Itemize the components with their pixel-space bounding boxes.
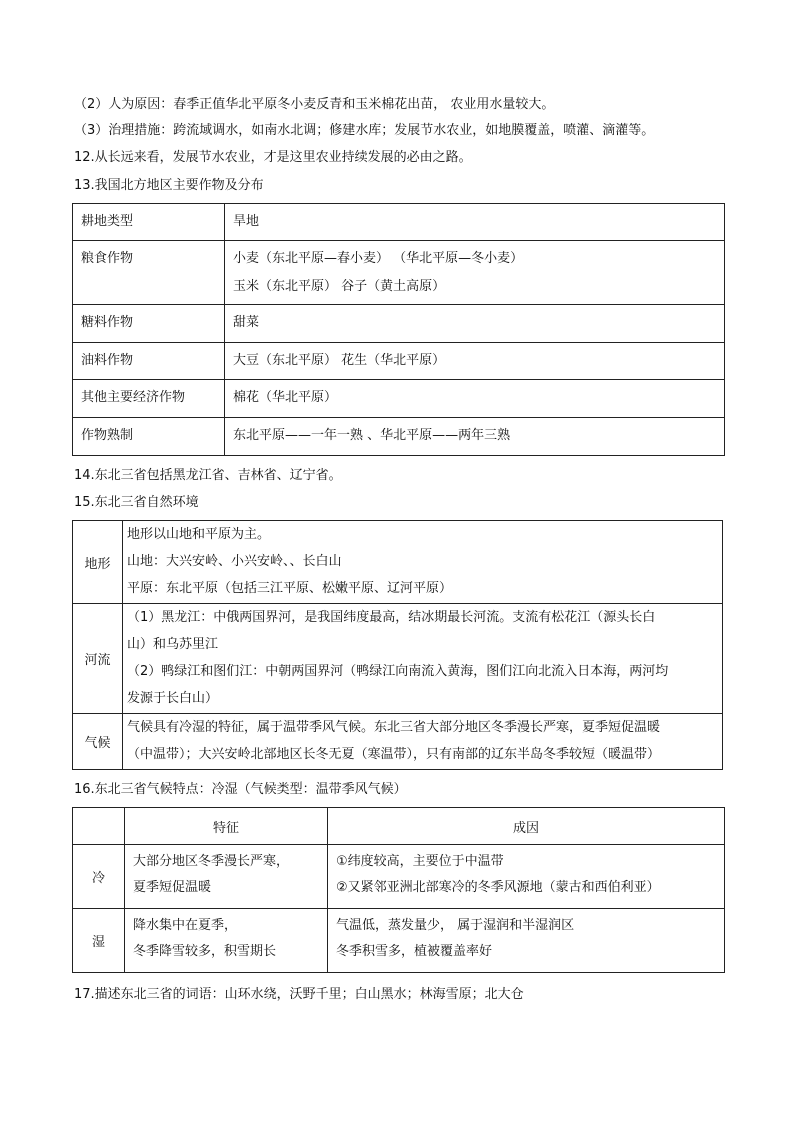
cause-cell (328, 845, 725, 909)
header-feature: 特征 (125, 808, 328, 845)
heading-13: 13.我国北方地区主要作物及分布 (74, 178, 264, 193)
cell-line: 旱地 (233, 214, 260, 229)
cell-line: 地形以山地和平原为主。 (127, 527, 271, 542)
table-row (73, 604, 723, 714)
feature-cell (125, 909, 328, 973)
table-row (73, 845, 725, 909)
cell-line: 冬季降雪较多，积雪期长 (133, 944, 277, 959)
cell-line: 棉花（华北平原） (233, 390, 338, 405)
row-label: 糖料作物 (73, 305, 225, 343)
table-row (73, 521, 723, 604)
header-cause: 成因 (328, 808, 725, 845)
table-row (73, 418, 725, 456)
paragraph-human-causes: （2）人为原因：春季正值华北平原冬小麦反青和玉米棉花出苗， 农业用水量较大。 (74, 97, 555, 112)
cell-line: 夏季短促温暖 (133, 880, 212, 895)
row-value (225, 418, 725, 456)
row-label: 作物熟制 (73, 418, 225, 456)
item-12: 12.从长远来看，发展节水农业，才是这里农业持续发展的必由之路。 (74, 150, 472, 165)
row-label: 耕地类型 (73, 204, 225, 241)
heading-16: 16.东北三省气候特点：冷湿（气候类型：温带季风气候） (74, 782, 407, 797)
table-row (73, 714, 723, 770)
row-label: 河流 (73, 604, 123, 714)
nature-table (72, 520, 723, 770)
table-row (73, 305, 725, 343)
cell-line: 甜菜 (233, 315, 260, 330)
table-row (73, 241, 725, 305)
item-14: 14.东北三省包括黑龙江省、吉林省、辽宁省。 (74, 468, 342, 483)
header-cell-empty (73, 808, 125, 845)
cell-line: 东北平原——一年一熟 、华北平原——两年三熟 (233, 428, 511, 443)
table-row (73, 909, 725, 973)
cause-cell (328, 909, 725, 973)
cell-line: （2）鸭绿江和图们江：中朝两国界河（鸭绿江向南流入黄海，图们江向北流入日本海，两河均 (127, 664, 669, 679)
cell-line: 气候具有冷湿的特征，属于温带季风气候。东北三省大部分地区冬季漫长严寒，夏季短促温暖 (127, 720, 661, 735)
row-value (123, 714, 723, 770)
row-value (225, 380, 725, 418)
cell-line: 平原：东北平原（包括三江平原、松嫩平原、辽河平原） (127, 581, 453, 596)
climate-table (72, 807, 725, 973)
row-value (225, 343, 725, 380)
row-label: 冷 (73, 845, 125, 909)
cell-line: 山）和乌苏里江 (127, 637, 219, 652)
table-row (73, 343, 725, 380)
row-label: 其他主要经济作物 (73, 380, 225, 418)
row-label: 粮食作物 (73, 241, 225, 305)
cell-line: 发源于长白山） (127, 691, 219, 706)
row-label: 湿 (73, 909, 125, 973)
row-value (225, 305, 725, 343)
cell-line: 冬季积雪多，植被覆盖率好 (336, 944, 493, 959)
cell-line: 气温低，蒸发量少， 属于湿润和半湿润区 (336, 918, 575, 933)
table-header-row (73, 808, 725, 845)
cell-line: 玉米（东北平原） 谷子（黄土高原） (233, 279, 446, 294)
cell-line: 降水集中在夏季， (133, 918, 238, 933)
table-row (73, 380, 725, 418)
crops-table (72, 203, 725, 456)
row-value (225, 241, 725, 305)
heading-15: 15.东北三省自然环境 (74, 495, 199, 510)
cell-line: 大部分地区冬季漫长严寒， (133, 854, 290, 869)
cell-line: 小麦（东北平原—春小麦） （华北平原—冬小麦） (233, 251, 524, 266)
cell-line: ①纬度较高，主要位于中温带 (336, 854, 504, 869)
row-value (225, 204, 725, 241)
row-label: 油料作物 (73, 343, 225, 380)
paragraph-measures: （3）治理措施：跨流域调水，如南水北调；修建水库；发展节水农业，如地膜覆盖，喷灌、滴灌等。 (74, 123, 655, 138)
row-label: 地形 (73, 521, 123, 604)
cell-line: （中温带）；大兴安岭北部地区长冬无夏（寒温带），只有南部的辽东半岛冬季较短（暖温带） (127, 747, 661, 762)
cell-line: ②又紧邻亚洲北部寒冷的冬季风源地（蒙古和西伯利亚） (336, 880, 660, 895)
table-row (73, 204, 725, 241)
feature-cell (125, 845, 328, 909)
cell-line: （1）黑龙江：中俄两国界河，是我国纬度最高，结冰期最长河流。支流有松花江（源头长白 (127, 610, 656, 625)
row-value (123, 604, 723, 714)
row-label: 气候 (73, 714, 123, 770)
cell-line: 山地：大兴安岭、小兴安岭、、长白山 (127, 554, 342, 569)
row-value (123, 521, 723, 604)
cell-line: 大豆（东北平原） 花生（华北平原） (233, 353, 446, 368)
item-17: 17.描述东北三省的词语：山环水绕，沃野千里；白山黑水；林海雪原；北大仓 (74, 987, 524, 1002)
